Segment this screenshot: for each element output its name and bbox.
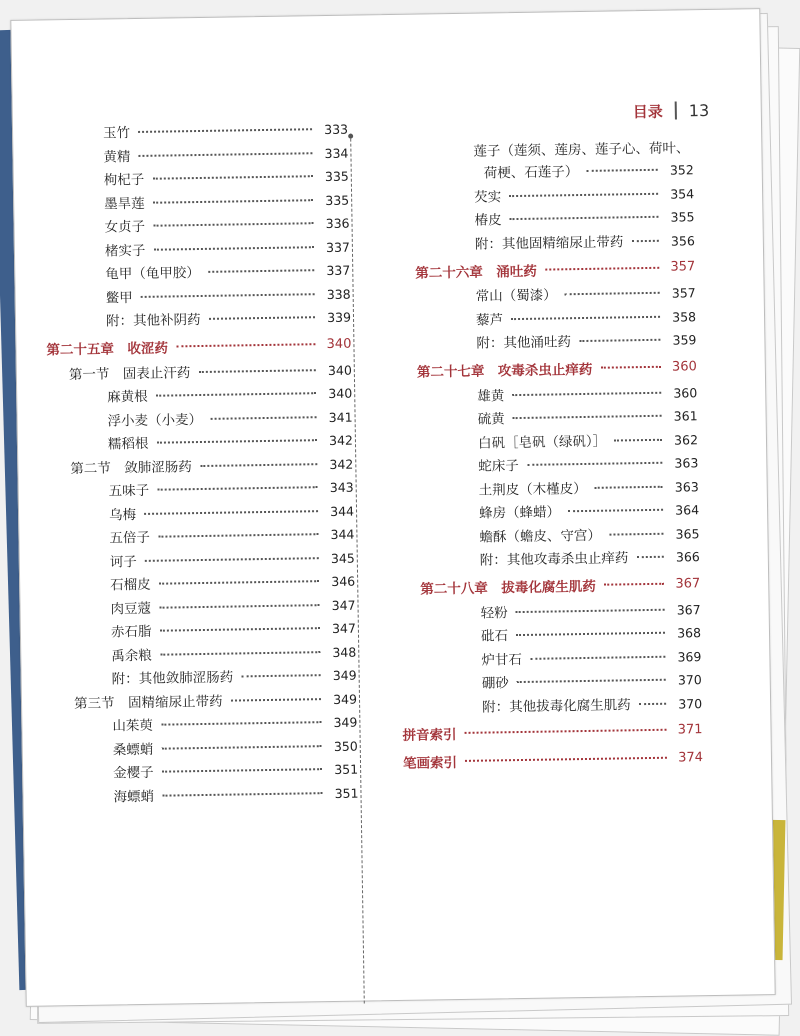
toc-entry-label: 第二十六章 涌吐药 (415, 263, 537, 282)
toc-entry-label: 雄黄 (477, 387, 505, 405)
toc-entry-label: 诃子 (109, 553, 137, 570)
toc-page-number: 335 (325, 192, 350, 208)
toc-page-number: 359 (672, 332, 697, 348)
toc-entry-label: 芡实 (474, 188, 502, 206)
toc-entry-label: 硫黄 (477, 411, 505, 428)
toc-page-number: 363 (674, 478, 699, 495)
dot-leader (516, 632, 665, 636)
dot-leader (159, 580, 320, 585)
toc-page-number: 334 (324, 145, 349, 161)
toc-page-number: 366 (675, 549, 700, 565)
toc-entry-label: 海螵蛸 (113, 788, 155, 805)
page-header (633, 98, 710, 123)
dot-leader (158, 533, 319, 538)
toc-page-number: 338 (326, 286, 351, 302)
toc-page-number: 361 (673, 408, 698, 424)
dot-leader (144, 510, 318, 515)
dot-leader (516, 608, 665, 612)
toc-page-number: 344 (330, 526, 355, 542)
dot-leader (631, 239, 659, 241)
toc-entry-label: 枸杞子 (103, 171, 145, 189)
dot-leader (145, 557, 319, 562)
dot-leader (465, 757, 667, 762)
dot-leader (159, 604, 320, 609)
header-title: 目录 (632, 102, 663, 121)
toc-page-number: 349 (333, 691, 358, 707)
dot-leader (208, 316, 315, 320)
toc-page-number: 337 (325, 239, 351, 255)
toc-page-number: 358 (672, 308, 697, 325)
dot-leader (595, 485, 663, 488)
toc-entry-label: 五倍子 (109, 529, 151, 547)
dot-leader (509, 192, 658, 196)
toc-page-number: 350 (333, 738, 358, 754)
dot-leader (160, 651, 321, 656)
toc-page-number: 343 (329, 479, 354, 495)
dot-leader (579, 339, 661, 342)
toc-entry-label: 拼音索引 (402, 727, 457, 744)
toc-page-number: 345 (330, 550, 355, 566)
toc-page-number: 339 (327, 309, 352, 326)
dot-leader (161, 721, 322, 726)
toc-page-number: 364 (675, 502, 700, 518)
toc-entry-label: 附：其他拔毒化腐生肌药 (482, 696, 631, 716)
dot-leader (586, 169, 658, 172)
dot-leader (208, 269, 315, 273)
dot-leader (600, 366, 661, 369)
dot-leader (465, 729, 667, 734)
dot-leader (609, 532, 664, 535)
toc-page-number: 367 (676, 601, 701, 618)
dot-leader (565, 292, 660, 295)
toc-page-number: 354 (670, 185, 695, 202)
toc-entry-label: 石榴皮 (110, 576, 151, 594)
toc-entry-label: 硼砂 (481, 675, 509, 692)
dot-leader (156, 439, 317, 444)
toc-entry-label: 轻粉 (480, 604, 508, 622)
dot-leader (156, 392, 317, 397)
dot-leader (159, 627, 320, 632)
toc-page-number: 347 (331, 597, 356, 613)
toc-page-number: 362 (673, 431, 699, 448)
toc-entry-label: 第二节 敛肺涩肠药 (70, 458, 192, 477)
toc-left-column (43, 118, 359, 810)
dot-leader (153, 222, 314, 227)
toc-entry-label: 第三节 固精缩尿止带药 (73, 693, 223, 712)
header-separator (675, 101, 677, 119)
toc-page-number: 349 (333, 714, 358, 730)
dot-leader (153, 199, 314, 204)
toc-page-number: 360 (671, 358, 697, 375)
toc-entry-label: 常山（蜀漆） (475, 287, 557, 305)
toc-page-number: 342 (329, 456, 354, 472)
toc-entry-label: 附：其他攻毒杀虫止痒药 (479, 550, 629, 569)
toc-page-number: 349 (332, 667, 357, 683)
toc-page-number: 348 (332, 644, 357, 660)
dot-leader (210, 416, 317, 420)
toc-page-number: 335 (324, 168, 349, 185)
toc-entry-label: 龟甲（龟甲胶） (105, 265, 200, 283)
dot-leader (200, 463, 318, 467)
toc-entry-label: 鳖甲 (105, 289, 133, 306)
toc-page-number: 360 (673, 384, 698, 401)
toc-right-column (373, 136, 703, 776)
toc-entry-label: 椿皮 (474, 212, 502, 229)
toc-page-number: 351 (334, 761, 359, 777)
toc-page-number: 370 (677, 672, 702, 688)
toc-page-number: 363 (674, 455, 699, 471)
toc-entry-label: 第一节 固表止汗药 (68, 364, 191, 383)
toc-page-number: 341 (328, 409, 353, 425)
dot-leader (517, 679, 666, 683)
toc-entry-label: 白矾［皂矾（绿矾）］ (477, 433, 607, 452)
toc-entry-label: 附：其他敛肺涩肠药 (111, 669, 234, 688)
dot-leader (511, 315, 660, 319)
toc-page-number: 344 (330, 503, 355, 519)
toc-entry-label: 蟾酥（蟾皮、守宫） (479, 527, 602, 546)
toc-entry-label: 炉甘石 (481, 651, 523, 669)
toc-entry-label: 玉竹 (102, 125, 131, 142)
dot-leader (509, 216, 658, 220)
toc-entry-label: 楮实子 (104, 242, 146, 259)
dot-leader (138, 152, 312, 157)
toc-index-entry (383, 743, 703, 776)
toc-page-number: 342 (328, 432, 354, 448)
toc-page-number: 369 (677, 648, 702, 665)
toc-entry-label: 女贞子 (104, 218, 146, 236)
toc-entry-label: 藜芦 (475, 311, 504, 329)
toc-entry-label: 荷梗、石莲子） (483, 164, 579, 182)
toc-entry-label: 第二十五章 收涩药 (46, 340, 169, 359)
dot-leader (568, 509, 663, 512)
toc-page-number: 370 (678, 695, 703, 712)
toc-entry-label: 麻黄根 (107, 388, 148, 406)
dot-leader (241, 674, 321, 677)
dot-leader (636, 556, 664, 558)
toc-page-number: 367 (675, 575, 701, 592)
toc-entry-label: 禹余粮 (111, 647, 152, 664)
toc-page-number: 368 (677, 625, 702, 641)
toc-entry-label: 第二十八章 拔毒化腐生肌药 (420, 578, 596, 598)
toc-entry-label: 浮小麦（小麦） (107, 411, 203, 429)
toc-page-number: 357 (671, 285, 696, 301)
toc-entry-label: 蛇床子 (478, 458, 519, 475)
dot-leader (604, 583, 665, 586)
dot-leader (141, 293, 315, 298)
toc-page-number: 340 (327, 362, 352, 378)
toc-entry-label: 金樱子 (113, 764, 154, 782)
dot-leader (198, 369, 316, 373)
toc-page-number: 356 (670, 232, 695, 249)
toc-entry-label: 第二十七章 攻毒杀虫止痒药 (416, 361, 593, 381)
dot-leader (153, 246, 314, 251)
toc-entry-label: 莲子（莲须、莲房、莲子心、荷叶、 (473, 140, 690, 160)
toc-entry-label: 附：其他涌吐药 (476, 334, 572, 352)
dot-leader (530, 655, 666, 659)
dot-leader (161, 745, 322, 750)
toc-entry-label: 附：其他固精缩尿止带药 (474, 233, 624, 253)
toc-entry-label: 土荆皮（木槿皮） (478, 480, 587, 499)
toc-page-number: 347 (331, 620, 357, 636)
toc-page (10, 8, 775, 1007)
toc-entry-label: 赤石脂 (110, 623, 152, 641)
toc-entry-label: 砒石 (480, 628, 509, 645)
toc-page-number: 374 (678, 749, 704, 766)
toc-page-number: 371 (677, 721, 703, 738)
toc-page-number: 351 (334, 785, 359, 801)
toc-entry-label: 桑螵蛸 (112, 741, 154, 758)
toc-page-number: 336 (325, 215, 350, 232)
toc-entry (53, 781, 358, 809)
dot-leader (545, 266, 660, 270)
dot-leader (176, 343, 316, 347)
toc-entry-label: 肉豆蔻 (110, 600, 152, 617)
toc-entry-label: 糯稻根 (107, 435, 149, 453)
dot-leader (527, 462, 663, 466)
toc-page-number: 357 (670, 259, 696, 275)
dot-leader (152, 175, 313, 180)
dot-leader (162, 792, 323, 797)
dot-leader (230, 698, 321, 701)
toc-page-number: 365 (675, 525, 700, 542)
toc-page-number: 352 (669, 162, 694, 178)
toc-page-number: 333 (324, 121, 349, 138)
toc-page-number: 340 (328, 385, 353, 402)
toc-page-number: 340 (326, 336, 352, 352)
page-number: 13 (688, 100, 710, 120)
dot-leader (138, 128, 312, 133)
dot-leader (512, 391, 661, 395)
dot-leader (157, 486, 318, 491)
toc-entry-label: 山茱萸 (112, 717, 154, 735)
toc-entry-label: 墨旱莲 (104, 195, 145, 212)
toc-entry-label: 笔画索引 (402, 755, 458, 772)
toc-page-number: 337 (326, 262, 351, 279)
dot-leader (162, 768, 323, 773)
dot-leader (513, 415, 662, 419)
toc-entry-label: 蜂房（蜂蜡） (478, 504, 561, 522)
toc-page-number: 355 (670, 209, 695, 225)
toc-entry-label: 黄精 (103, 148, 131, 166)
toc-entry-label: 附：其他补阴药 (105, 312, 201, 330)
toc-page-number: 346 (331, 573, 356, 589)
toc-entry-label: 五味子 (108, 482, 150, 500)
dot-leader (614, 438, 662, 441)
toc-entry-label: 乌梅 (108, 506, 137, 523)
dot-leader (639, 702, 667, 704)
